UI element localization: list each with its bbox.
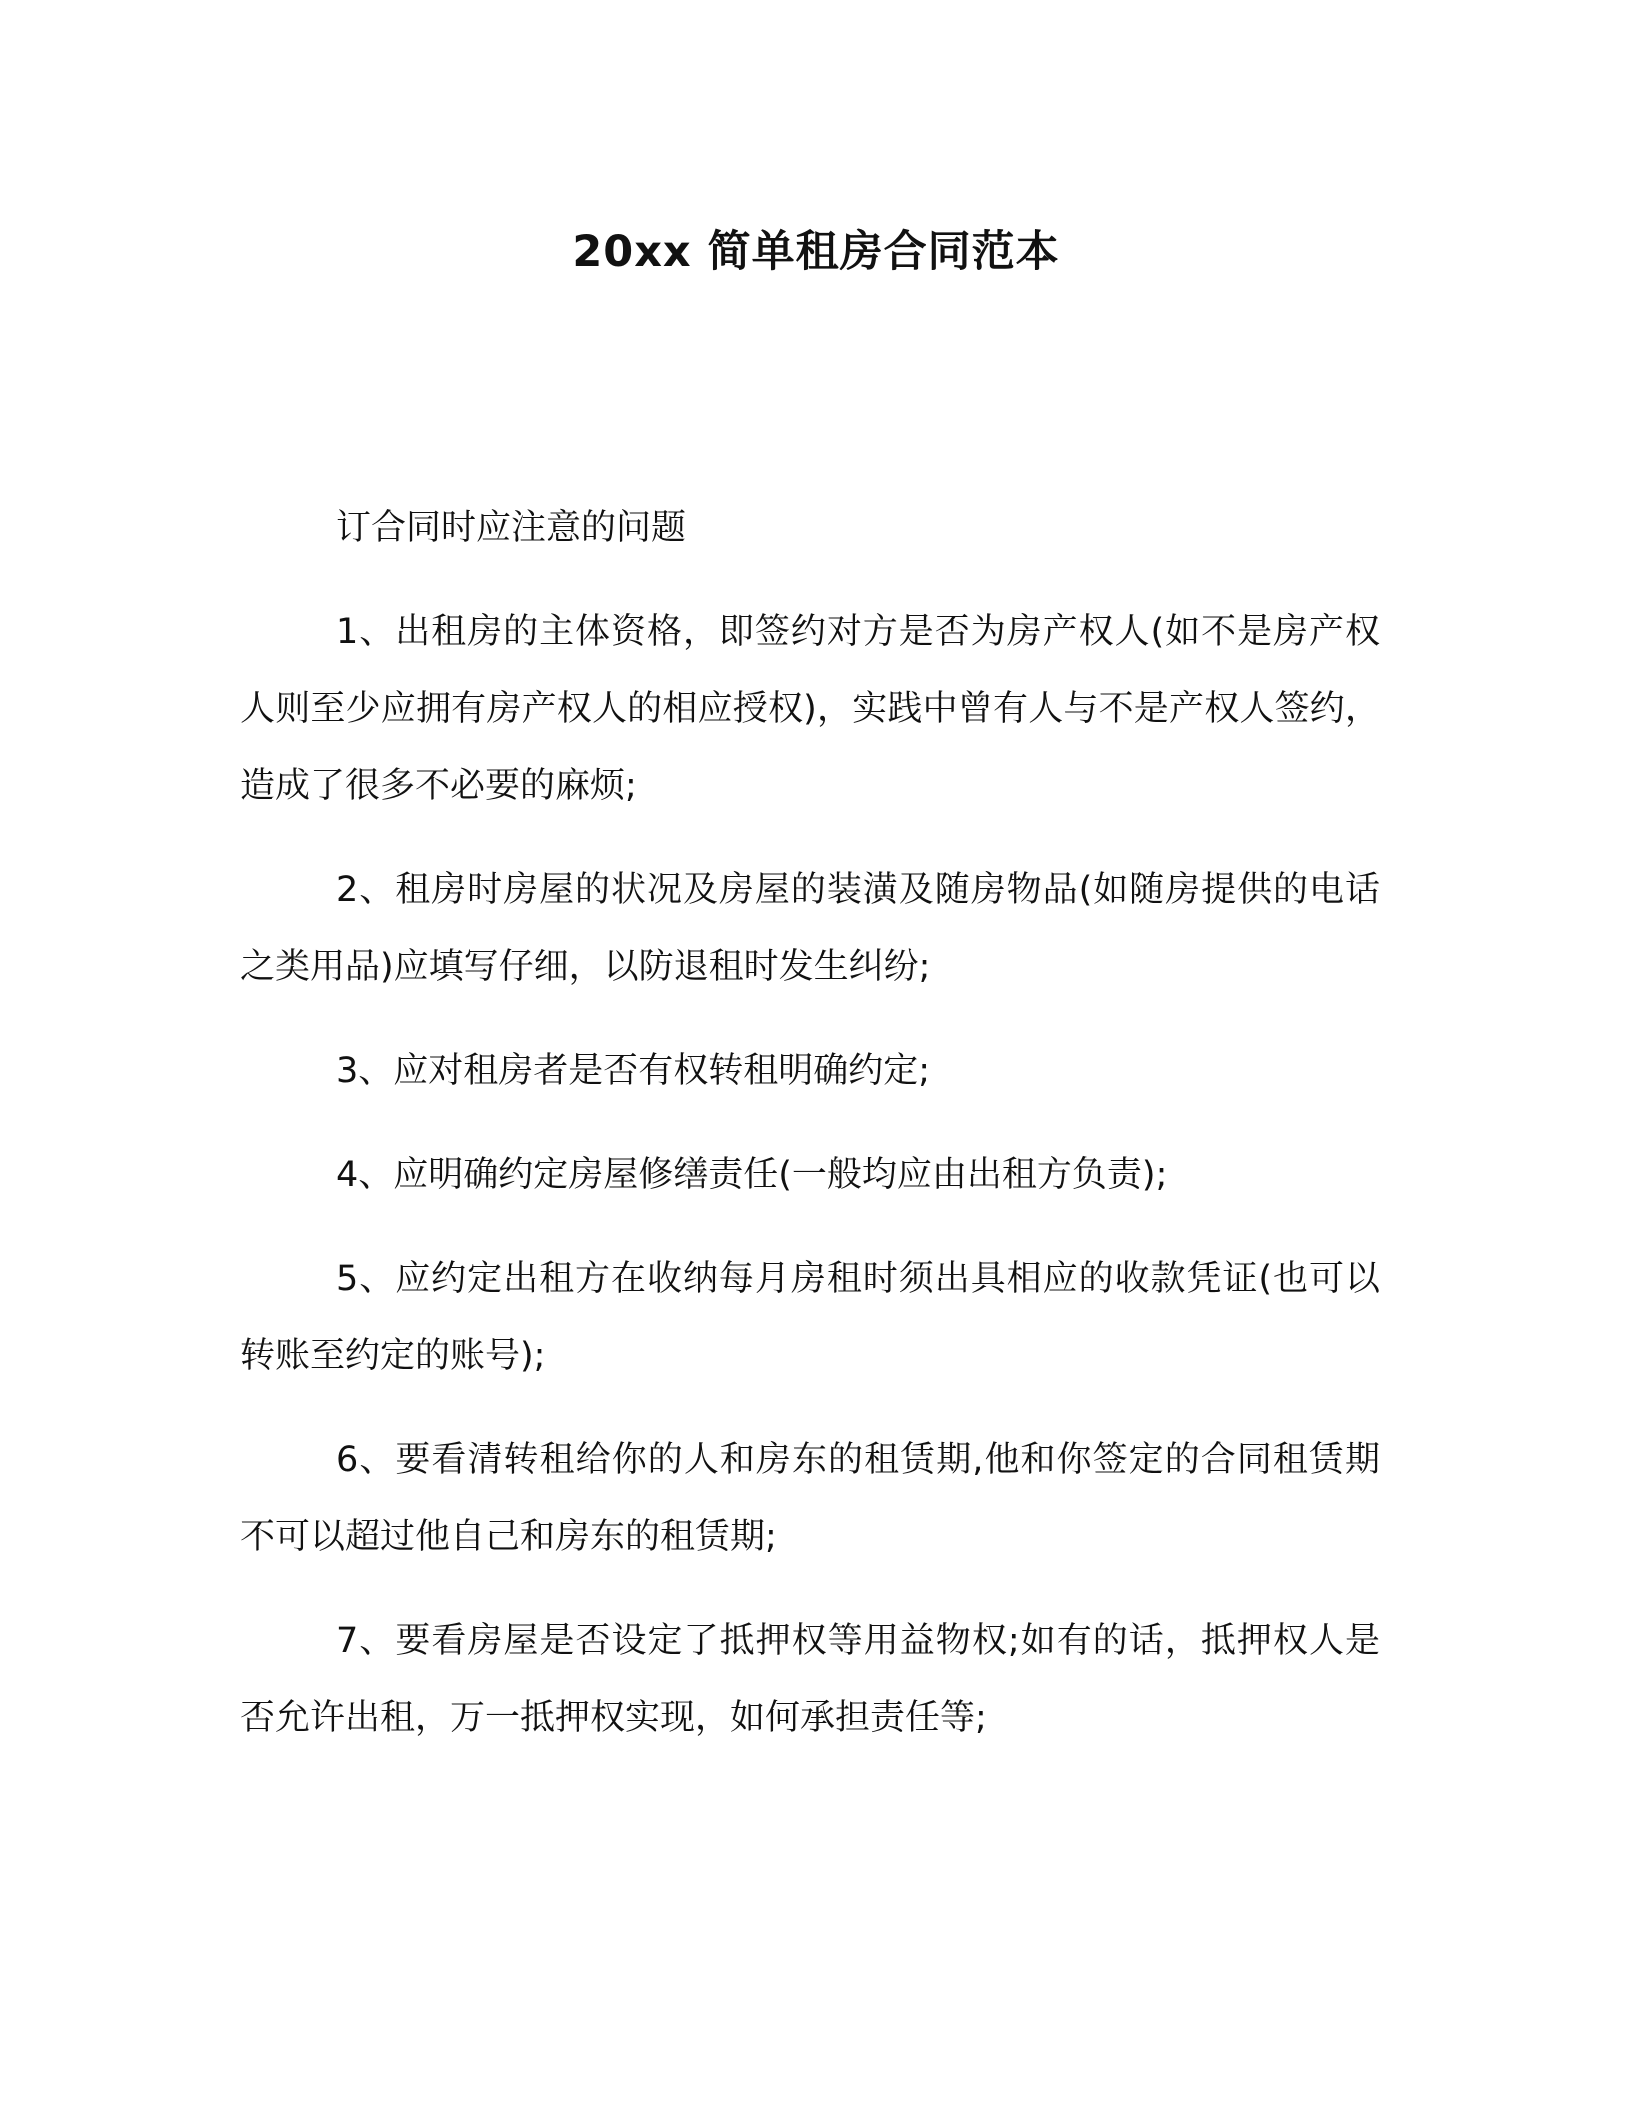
list-item: 1、出租房的主体资格，即签约对方是否为房产权人(如不是房产权人则至少应拥有房产权人的相应授权)，实践中曾有人与不是产权人签约，造成了很多不必要的麻烦; — [240, 612, 1380, 806]
document-body — [240, 490, 1380, 1784]
list-item: 2、租房时房屋的状况及房屋的装潢及随房物品(如随房提供的电话之类用品)应填写仔细，以防退租时发生纠纷; — [240, 870, 1380, 987]
list-item: 7、要看房屋是否设定了抵押权等用益物权;如有的话，抵押权人是否允许出租，万一抵押权实现，如何承担责任等; — [240, 1621, 1380, 1738]
list-item: 5、应约定出租方在收纳每月房租时须出具相应的收款凭证(也可以转账至约定的账号); — [240, 1259, 1380, 1376]
section-heading: 订合同时应注意的问题 — [336, 508, 687, 548]
list-item: 6、要看清转租给你的人和房东的租赁期,他和你签定的合同租赁期不可以超过他自己和房东的租赁期; — [240, 1440, 1380, 1557]
list-item: 3、应对租房者是否有权转租明确约定; — [336, 1051, 931, 1091]
document-title: 20xx 简单租房合同范本 — [572, 227, 1060, 277]
list-item: 4、应明确约定房屋修缮责任(一般均应由出租方负责); — [336, 1155, 1168, 1195]
